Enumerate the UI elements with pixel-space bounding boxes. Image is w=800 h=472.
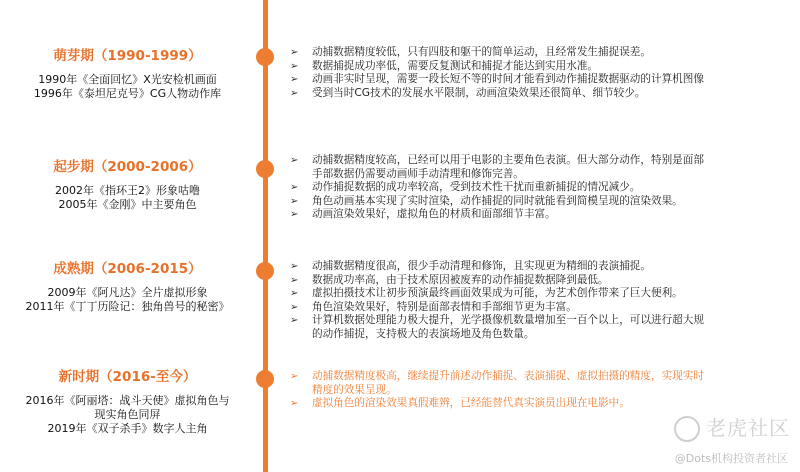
- list-item: ➢ 数据捕捉成功率低，需要反复测试和捕捉才能达到实用水准。: [290, 59, 599, 72]
- phase-1-example-2: 1996年《泰坦尼克号》CG人物动作库: [33, 87, 222, 100]
- list-item: ➢ 虚拟拍摄技术让初步预演最终画面效果成为可能，为艺术创作带来了巨大便利。: [290, 287, 683, 300]
- timeline-dot-3: [256, 262, 274, 280]
- list-item: 精度的效果呈现。: [312, 383, 397, 396]
- phase-2-example-2: 2005年《金刚》中主要角色: [58, 198, 197, 211]
- list-item: ➢ 计算机数据处理能力极大提升，光学摄像机数量增加至一百个以上，可以进行超大规: [290, 314, 704, 327]
- phase-4-bullets: [290, 370, 796, 411]
- timeline-line: [263, 0, 268, 472]
- timeline-dot-4: [256, 370, 274, 388]
- phase-1-title: 萌芽期（1990-1999）: [53, 48, 202, 64]
- list-item: ➢ 动捕数据精度较高，已经可以用于电影的主要角色表演。但大部分动作，特别是面部: [290, 154, 704, 166]
- phase-1-example-1: 1990年《全面回忆》X光安检机画面: [38, 73, 217, 86]
- list-item: ➢ 角色动画基本实现了实时渲染，动作捕捉的同时就能看到简模呈现的渲染效果。: [290, 194, 683, 207]
- phase-2-bullets: [290, 154, 796, 222]
- watermark: 老虎社区: [674, 412, 790, 443]
- list-item: ➢ 动画非实时呈现，需要一段长短不等的时间才能看到动作捕捉数据驱动的计算机图像: [290, 73, 704, 86]
- phase-3-example-1: 2009年《阿凡达》全片虚拟形象: [47, 286, 208, 299]
- timeline-dot-2: [256, 160, 274, 178]
- phase-4-example-3: 2019年《双子杀手》数字人主角: [47, 422, 208, 435]
- tiger-logo-icon: [674, 416, 700, 442]
- phase-2-example-1: 2002年《指环王2》形象咕噜: [55, 184, 200, 197]
- phase-3-example-2: 2011年《丁丁历险记：独角兽号的秘密》: [25, 300, 230, 313]
- list-item: 的动作捕捉，支持极大的表演场地及角色数量。: [312, 327, 535, 340]
- list-item: ➢ 动捕数据精度较低，只有四肢和躯干的简单运动，且经常发生捕捉误差。: [290, 46, 651, 58]
- list-item: ➢ 动捕数据精度极高，继续提升前述动作捕捉、表演捕捉、虚拟拍摄的精度，实现实时: [290, 370, 704, 382]
- phase-4-title: 新时期（2016-至今）: [58, 369, 197, 385]
- phase-1-bullets: [290, 46, 796, 100]
- list-item: ➢ 动画渲染效果好，虚拟角色的材质和面部细节丰富。: [290, 208, 556, 221]
- list-item: ➢ 动作捕捉数据的成功率较高，受到技术性干扰而重新捕捉的情况减少。: [290, 181, 641, 194]
- phase-4-example-2: 现实角色同屏: [94, 408, 161, 421]
- list-item: ➢ 角色渲染效果好，特别是面部表情和手部细节更为丰富。: [290, 300, 577, 313]
- list-item: ➢ 数据成功率高，由于技术原因被废弃的动作捕捉数据降到最低。: [290, 273, 609, 286]
- timeline-dot-1: [256, 48, 274, 66]
- phase-2-left: [0, 158, 255, 212]
- list-item: ➢ 动捕数据精度很高，很少手动清理和修饰，且实现更为精细的表演捕捉。: [290, 260, 651, 272]
- phase-3-title: 成熟期（2006-2015）: [53, 261, 202, 277]
- phase-3-bullets: [290, 260, 796, 342]
- phase-4-left: [0, 368, 255, 436]
- list-item: 手部数据仍需要动画师手动清理和修饰完善。: [312, 167, 524, 180]
- watermark-sub: @Dots机构投资者社区: [674, 452, 788, 465]
- phase-1-left: [0, 47, 255, 101]
- phase-4-example-1: 2016年《阿丽塔：战斗天使》虚拟角色与: [25, 394, 230, 407]
- list-item: ➢ 受到当时CG技术的发展水平限制，动画渲染效果还很简单、细节较少。: [290, 86, 646, 99]
- phase-2-title: 起步期（2000-2006）: [53, 159, 202, 175]
- list-item: ➢ 虚拟角色的渲染效果真假难辨，已经能替代真实演员出现在电影中。: [290, 397, 630, 410]
- phase-3-left: [0, 260, 255, 314]
